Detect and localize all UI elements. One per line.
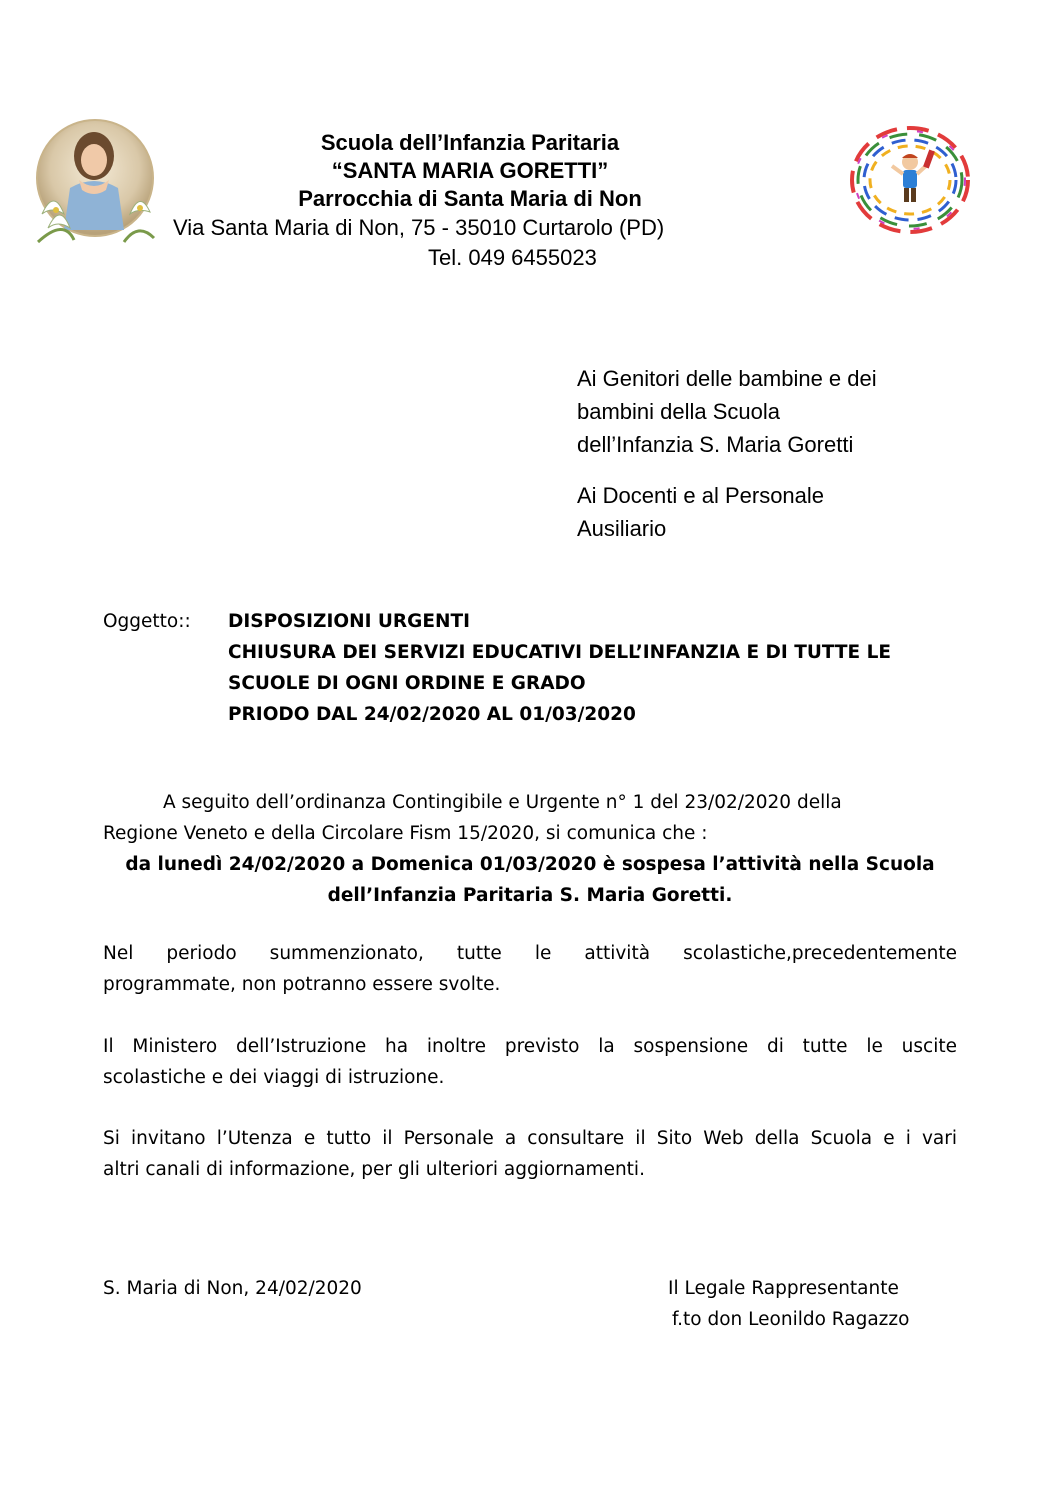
place-and-date: S. Maria di Non, 24/02/2020 <box>103 1278 362 1299</box>
subject-line-2: CHIUSURA DEI SERVIZI EDUCATIVI DELL’INFANZIA E DI TUTTE LE <box>228 642 892 663</box>
saint-portrait-medallion-icon <box>34 118 156 246</box>
parish-name: Parrocchia di Santa Maria di Non <box>298 186 642 211</box>
recipient-parents-line-2: bambini della Scuola <box>577 399 781 424</box>
school-name: Scuola dell’Infanzia Paritaria <box>320 130 620 155</box>
body-paragraph-2-line-1: Nel periodo summenzionato, tutte le attività scolastiche,precedentemente <box>103 943 957 964</box>
subject-label: Oggetto:: <box>103 611 191 632</box>
suspension-notice-line-1: da lunedì 24/02/2020 a Domenica 01/03/2020 è sospesa l’attività nella Scuola <box>125 854 935 875</box>
body-paragraph-3-line-1: Il Ministero dell’Istruzione ha inoltre previsto la sospensione di tutte le uscite <box>103 1036 957 1057</box>
subject-line-4: PRIODO DAL 24/02/2020 AL 01/03/2020 <box>228 704 636 725</box>
body-paragraph-1-line-1: A seguito dell’ordinanza Contingibile e Urgente n° 1 del 23/02/2020 della <box>163 792 842 813</box>
signer-name: f.to don Leonildo Ragazzo <box>672 1309 910 1330</box>
signer-title: Il Legale Rappresentante <box>668 1278 899 1299</box>
body-paragraph-4-line-1: Si invitano l’Utenza e tutto il Personale a consultare il Sito Web della Scuola e i vari <box>103 1128 957 1149</box>
body-paragraph-3-line-2: scolastiche e dei viaggi di istruzione. <box>103 1067 445 1088</box>
recipient-staff-line-1: Ai Docenti e al Personale <box>577 483 825 508</box>
recipient-staff-line-2: Ausiliario <box>577 516 667 541</box>
recipient-parents-line-1: Ai Genitori delle bambine e dei <box>577 366 877 391</box>
school-address: Via Santa Maria di Non, 75 - 35010 Curtarolo (PD) <box>173 215 665 240</box>
suspension-notice-line-2: dell’Infanzia Paritaria S. Maria Goretti. <box>327 885 733 906</box>
subject-line-1: DISPOSIZIONI URGENTI <box>228 611 470 632</box>
school-phone: Tel. 049 6455023 <box>428 245 597 270</box>
recipient-parents-line-3: dell’Infanzia S. Maria Goretti <box>577 432 854 457</box>
body-paragraph-4-line-2: altri canali di informazione, per gli ulteriori aggiornamenti. <box>103 1159 645 1180</box>
subject-line-3: SCUOLE DI OGNI ORDINE E GRADO <box>228 673 586 694</box>
body-paragraph-1-line-2: Regione Veneto e della Circolare Fism 15/2020, si comunica che : <box>103 823 708 844</box>
school-title: “SANTA MARIA GORETTI” <box>331 158 609 183</box>
school-logo-child-circle-icon <box>848 124 972 236</box>
body-paragraph-2-line-2: programmate, non potranno essere svolte. <box>103 974 501 995</box>
